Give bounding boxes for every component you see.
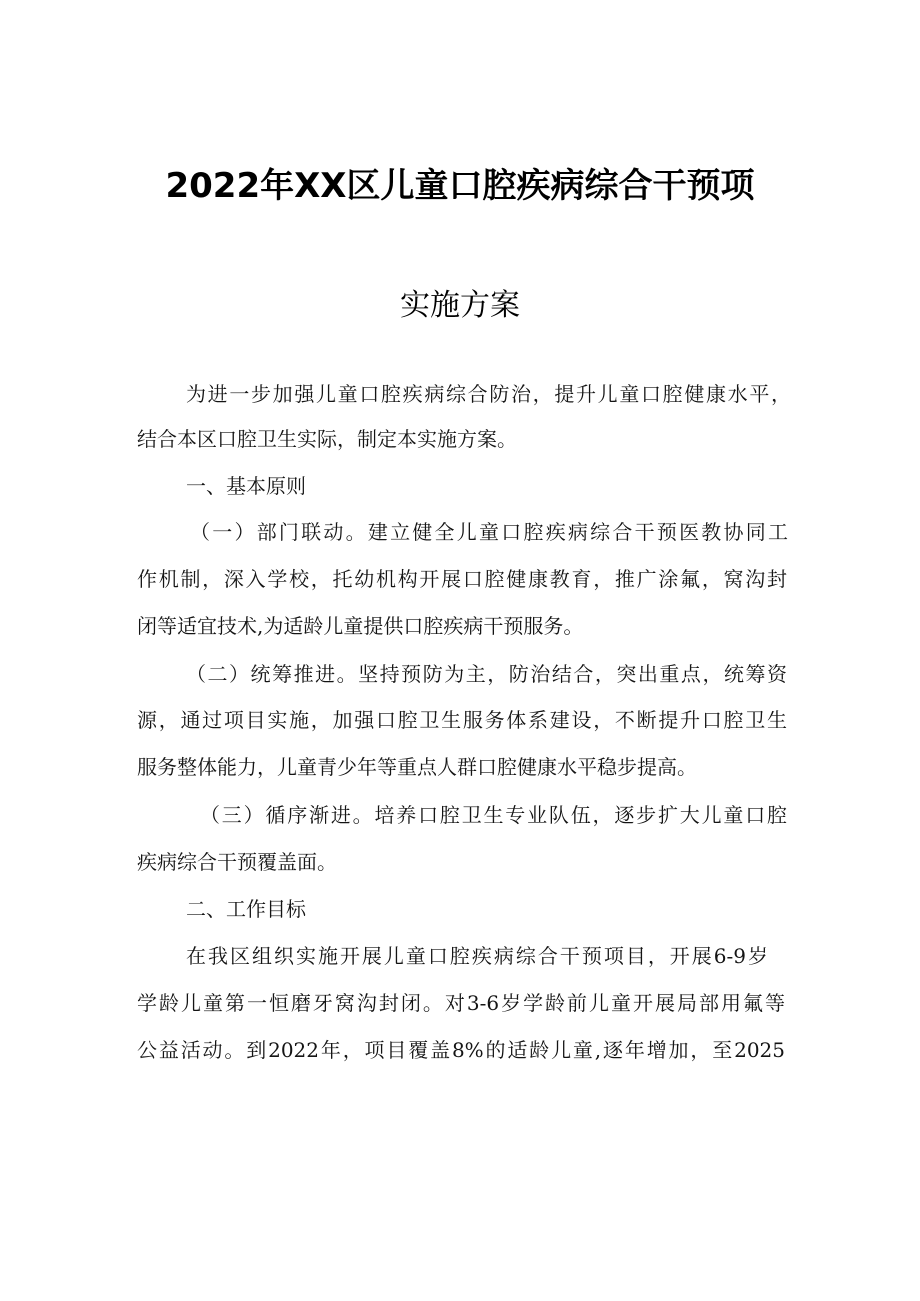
section-heading: 二、工作目标 (186, 897, 306, 921)
paragraph-line: 闭等适宜技术,为适龄儿童提供口腔疾病干预服务。 (137, 614, 584, 638)
paragraph-line: （三）循序渐进。培养口腔卫生专业队伍，逐步扩大儿童口腔 (200, 803, 787, 827)
section-heading: 一、基本原则 (186, 474, 306, 498)
document-subtitle: 实施方案 (400, 288, 520, 323)
document-title: 2022年XX区儿童口腔疾病综合干预项 (165, 166, 755, 206)
paragraph-line: 作机制，深入学校，托幼机构开展口腔健康教育，推广涂氟，窝沟封 (137, 567, 787, 591)
paragraph-line: （一）部门联动。建立健全儿童口腔疾病综合干预医教协同工 (190, 520, 788, 544)
paragraph-line: 在我区组织实施开展儿童口腔疾病综合干预项目，开展6-9岁 (186, 944, 768, 968)
paragraph-line: 疾病综合干预覆盖面。 (137, 850, 337, 874)
paragraph-line: 服务整体能力，儿童青少年等重点人群口腔健康水平稳步提高。 (137, 755, 697, 779)
paragraph-line: 学龄儿童第一恒磨牙窝沟封闭。对3-6岁学龄前儿童开展局部用氟等 (137, 991, 785, 1015)
paragraph-line: 结合本区口腔卫生实际，制定本实施方案。 (137, 427, 517, 451)
paragraph-line: 源，通过项目实施，加强口腔卫生服务体系建设，不断提升口腔卫生 (137, 708, 787, 732)
paragraph-line: 公益活动。到2022年，项目覆盖8%的适龄儿童,逐年增加，至2025 (137, 1038, 785, 1062)
paragraph-line: 为进一步加强儿童口腔疾病综合防治，提升儿童口腔健康水平， (186, 382, 791, 406)
paragraph-line: （二）统筹推进。坚持预防为主，防治结合，突出重点，统筹资 (186, 662, 787, 686)
